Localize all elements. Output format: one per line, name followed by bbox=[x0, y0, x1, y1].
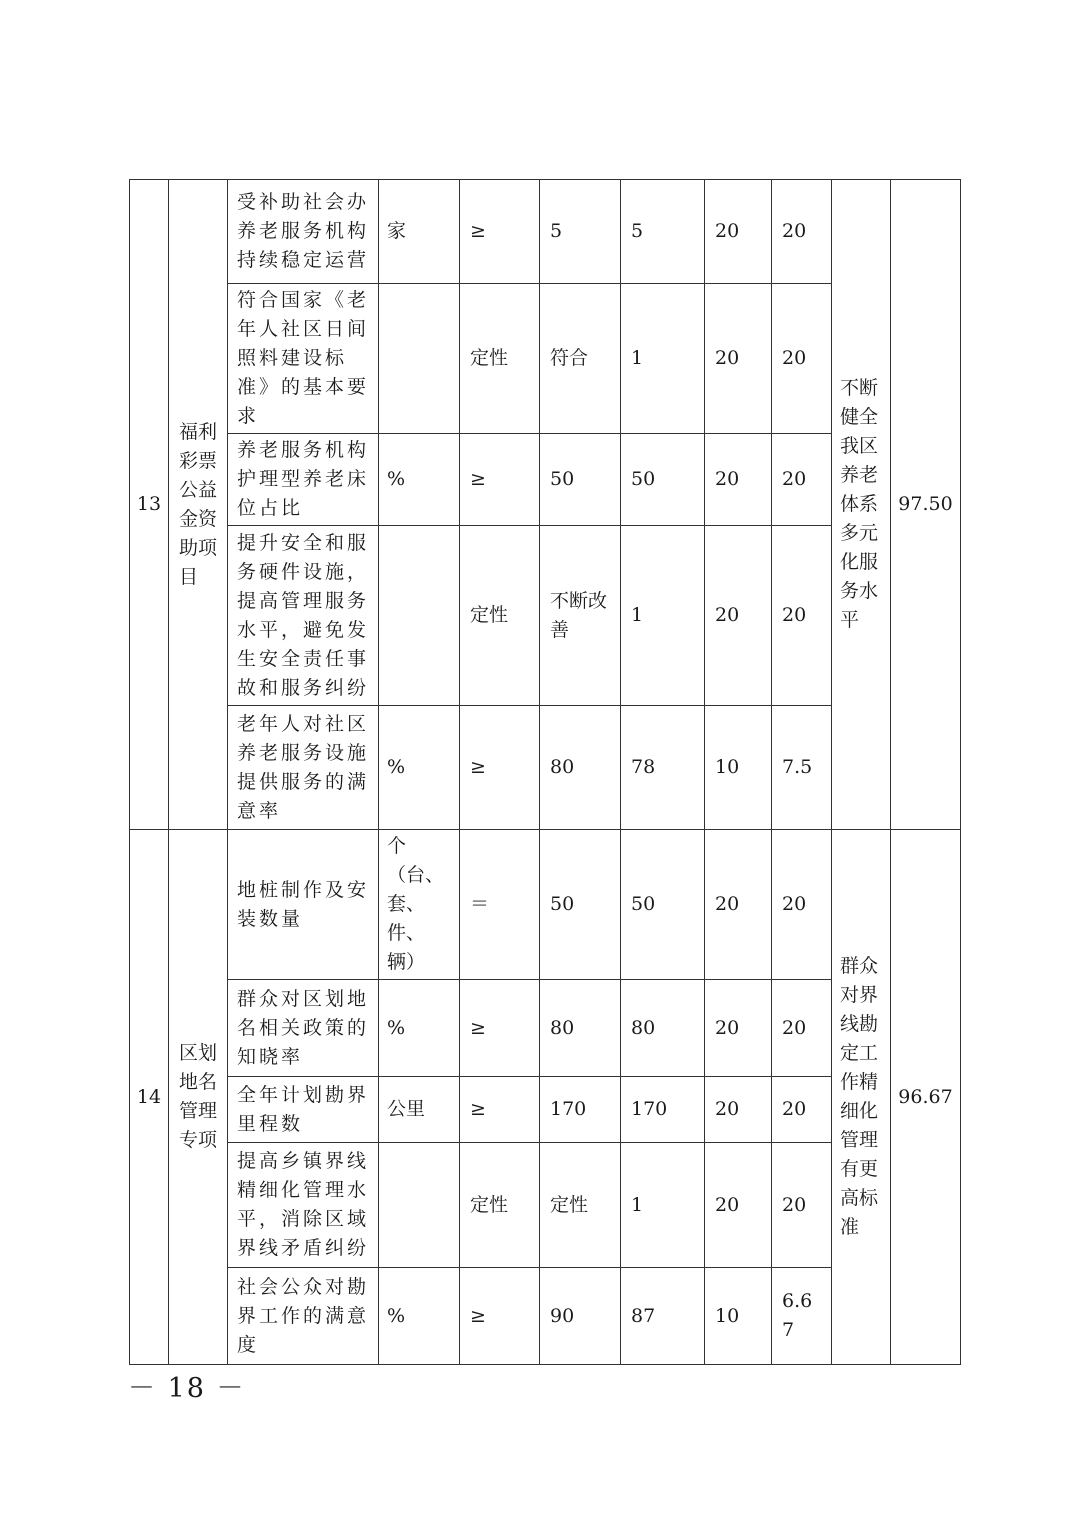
weight-cell: 10 bbox=[705, 1268, 772, 1365]
indicator-cell: 社会公众对勘界工作的满意度 bbox=[228, 1268, 379, 1365]
target-cell: 90 bbox=[540, 1268, 621, 1365]
score-cell: 20 bbox=[772, 180, 832, 284]
indicator-cell: 受补助社会办养老服务机构持续稳定运营 bbox=[228, 180, 379, 284]
indicator-cell: 符合国家《老年人社区日间照料建设标准》的基本要求 bbox=[228, 284, 379, 434]
score-cell: 20 bbox=[772, 1143, 832, 1268]
score-cell: 20 bbox=[772, 980, 832, 1077]
score-cell: 20 bbox=[772, 830, 832, 980]
target-cell: 50 bbox=[540, 434, 621, 526]
unit-cell: % bbox=[379, 980, 460, 1077]
operator-cell: ≥ bbox=[460, 1077, 540, 1143]
project-total-score: 96.67 bbox=[891, 830, 961, 1365]
unit-cell bbox=[379, 1143, 460, 1268]
target-cell: 定性 bbox=[540, 1143, 621, 1268]
unit-cell: 家 bbox=[379, 180, 460, 284]
operator-cell: ≥ bbox=[460, 434, 540, 526]
unit-cell bbox=[379, 284, 460, 434]
weight-cell: 20 bbox=[705, 830, 772, 980]
weight-cell: 20 bbox=[705, 284, 772, 434]
operator-cell: ≥ bbox=[460, 1268, 540, 1365]
project-name: 区划地名管理专项 bbox=[169, 830, 228, 1365]
score-cell: 20 bbox=[772, 284, 832, 434]
weight-cell: 20 bbox=[705, 526, 772, 706]
project-number: 13 bbox=[130, 180, 169, 830]
weight-cell: 20 bbox=[705, 434, 772, 526]
indicator-cell: 全年计划勘界里程数 bbox=[228, 1077, 379, 1143]
operator-cell: 定性 bbox=[460, 526, 540, 706]
target-cell: 80 bbox=[540, 980, 621, 1077]
score-cell: 20 bbox=[772, 526, 832, 706]
weight-cell: 20 bbox=[705, 180, 772, 284]
target-cell: 不断改善 bbox=[540, 526, 621, 706]
project-total-score: 97.50 bbox=[891, 180, 961, 830]
weight-cell: 20 bbox=[705, 1077, 772, 1143]
weight-cell: 10 bbox=[705, 706, 772, 830]
project-number: 14 bbox=[130, 830, 169, 1365]
indicator-cell: 地桩制作及安装数量 bbox=[228, 830, 379, 980]
unit-cell: % bbox=[379, 706, 460, 830]
table-row bbox=[130, 830, 961, 980]
actual-cell: 78 bbox=[621, 706, 705, 830]
project-goal: 群众对界线勘定工作精细化管理有更高标准 bbox=[832, 830, 891, 1365]
indicator-cell: 老年人对社区养老服务设施提供服务的满意率 bbox=[228, 706, 379, 830]
actual-cell: 170 bbox=[621, 1077, 705, 1143]
actual-cell: 80 bbox=[621, 980, 705, 1077]
operator-cell: 定性 bbox=[460, 1143, 540, 1268]
unit-cell: 个（台、套、件、辆） bbox=[379, 830, 460, 980]
indicator-cell: 养老服务机构护理型养老床位占比 bbox=[228, 434, 379, 526]
project-name: 福利彩票公益金资助项目 bbox=[169, 180, 228, 830]
actual-cell: 5 bbox=[621, 180, 705, 284]
indicator-cell: 提高乡镇界线精细化管理水平，消除区域界线矛盾纠纷 bbox=[228, 1143, 379, 1268]
unit-cell bbox=[379, 526, 460, 706]
operator-cell: 定性 bbox=[460, 284, 540, 434]
operator-cell: ≥ bbox=[460, 180, 540, 284]
performance-table bbox=[129, 179, 961, 1365]
actual-cell: 50 bbox=[621, 830, 705, 980]
target-cell: 80 bbox=[540, 706, 621, 830]
table-row bbox=[130, 180, 961, 284]
actual-cell: 1 bbox=[621, 284, 705, 434]
operator-cell: ≥ bbox=[460, 706, 540, 830]
weight-cell: 20 bbox=[705, 1143, 772, 1268]
score-cell: 20 bbox=[772, 434, 832, 526]
indicator-cell: 提升安全和服务硬件设施，提高管理服务水平，避免发生安全责任事故和服务纠纷 bbox=[228, 526, 379, 706]
target-cell: 50 bbox=[540, 830, 621, 980]
unit-cell: % bbox=[379, 1268, 460, 1365]
score-cell: 7.5 bbox=[772, 706, 832, 830]
target-cell: 170 bbox=[540, 1077, 621, 1143]
unit-cell: % bbox=[379, 434, 460, 526]
actual-cell: 1 bbox=[621, 526, 705, 706]
actual-cell: 1 bbox=[621, 1143, 705, 1268]
operator-cell: ＝ bbox=[460, 830, 540, 980]
project-goal: 不断健全我区养老体系多元化服务水平 bbox=[832, 180, 891, 830]
score-cell: 6.67 bbox=[772, 1268, 832, 1365]
operator-cell: ≥ bbox=[460, 980, 540, 1077]
page-number: － 18 － bbox=[128, 1373, 246, 1404]
actual-cell: 87 bbox=[621, 1268, 705, 1365]
target-cell: 5 bbox=[540, 180, 621, 284]
weight-cell: 20 bbox=[705, 980, 772, 1077]
actual-cell: 50 bbox=[621, 434, 705, 526]
unit-cell: 公里 bbox=[379, 1077, 460, 1143]
indicator-cell: 群众对区划地名相关政策的知晓率 bbox=[228, 980, 379, 1077]
target-cell: 符合 bbox=[540, 284, 621, 434]
score-cell: 20 bbox=[772, 1077, 832, 1143]
